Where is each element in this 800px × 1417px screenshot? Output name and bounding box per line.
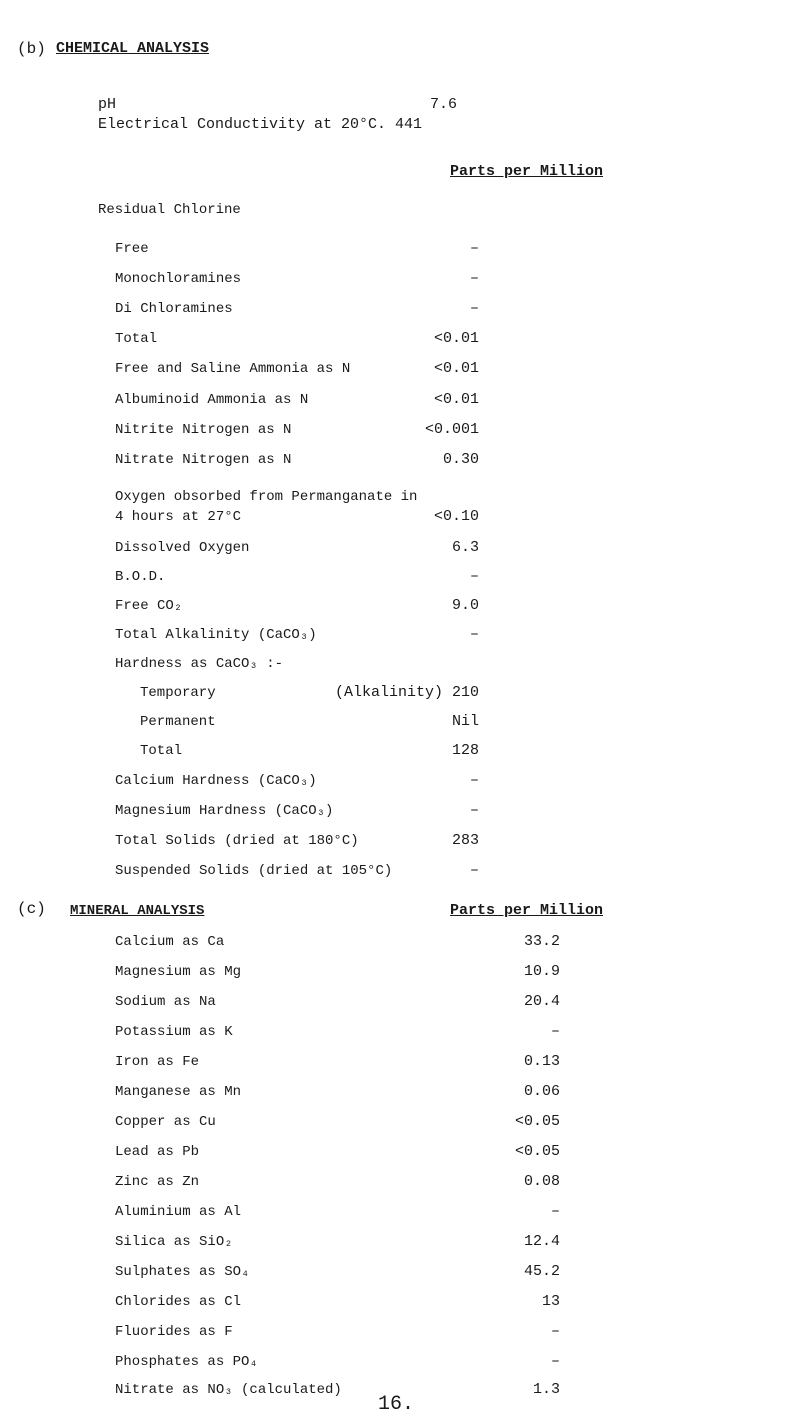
row-label: Sodium as Na xyxy=(115,994,216,1010)
row-value: – xyxy=(469,626,479,643)
row-value: 0.08 xyxy=(523,1173,560,1190)
row-value: – xyxy=(469,568,479,585)
row-value: 20.4 xyxy=(523,993,560,1010)
row-label: Fluorides as F xyxy=(115,1324,233,1340)
row-value: – xyxy=(469,270,479,287)
row-label: Phosphates as PO₄ xyxy=(115,1354,258,1370)
row-value: – xyxy=(550,1203,560,1220)
hardness-label: Hardness as CaCO₃ :- xyxy=(115,656,284,672)
row-label: Total xyxy=(115,331,158,347)
units-header-b: Parts per Million xyxy=(450,163,604,180)
permanent-value: Nil xyxy=(451,713,479,730)
row-label: Suspended Solids (dried at 105°C) xyxy=(115,863,393,879)
row-label: Chlorides as Cl xyxy=(115,1294,242,1310)
units-header-c: Parts per Million xyxy=(450,902,604,919)
row-value: 0.30 xyxy=(442,451,479,468)
row-value: <0.01 xyxy=(433,360,479,377)
row-value: – xyxy=(550,1023,560,1040)
row-value: 283 xyxy=(451,832,479,849)
row-label: Silica as SiO₂ xyxy=(115,1234,233,1250)
row-label: Aluminium as Al xyxy=(115,1204,242,1220)
row-label: Albuminoid Ammonia as N xyxy=(115,392,309,408)
row-value: <0.01 xyxy=(433,391,479,408)
row-value: 13 xyxy=(541,1293,560,1310)
section-b-marker: (b) xyxy=(17,40,46,58)
row-value: 10.9 xyxy=(523,963,560,980)
row-value: 1.3 xyxy=(532,1381,560,1398)
total-hardness-label: Total xyxy=(140,743,183,759)
oxygen-label-line1: Oxygen obsorbed from Permanganate in xyxy=(115,489,418,505)
row-value: 33.2 xyxy=(523,933,560,950)
ph-label: pH xyxy=(98,96,117,113)
row-label: Nitrate as NO₃ (calculated) xyxy=(115,1382,342,1398)
row-label: Monochloramines xyxy=(115,271,242,287)
row-value: 0.13 xyxy=(523,1053,560,1070)
row-label: Dissolved Oxygen xyxy=(115,540,250,556)
row-value: 0.06 xyxy=(523,1083,560,1100)
row-label: Calcium as Ca xyxy=(115,934,225,950)
row-value: – xyxy=(469,300,479,317)
row-value: <0.05 xyxy=(514,1143,560,1160)
row-value: <0.05 xyxy=(514,1113,560,1130)
row-value: 6.3 xyxy=(451,539,479,556)
permanent-label: Permanent xyxy=(140,714,216,730)
row-label: Zinc as Zn xyxy=(115,1174,200,1190)
row-value: <0.01 xyxy=(433,330,479,347)
oxygen-value: <0.10 xyxy=(433,508,479,525)
chemical-analysis-title: CHEMICAL ANALYSIS xyxy=(56,40,210,57)
row-label: Total Solids (dried at 180°C) xyxy=(115,833,359,849)
section-c-marker: (c) xyxy=(17,900,46,918)
row-value: 9.0 xyxy=(451,597,479,614)
row-value: – xyxy=(469,802,479,819)
row-label: Calcium Hardness (CaCO₃) xyxy=(115,773,317,789)
conductivity-line: Electrical Conductivity at 20°C. 441 xyxy=(98,116,423,133)
row-value: – xyxy=(469,772,479,789)
row-label: Nitrate Nitrogen as N xyxy=(115,452,292,468)
row-value: 12.4 xyxy=(523,1233,560,1250)
page-number: 16. xyxy=(378,1393,415,1416)
row-label: B.O.D. xyxy=(115,569,166,585)
row-label: Iron as Fe xyxy=(115,1054,200,1070)
row-value: – xyxy=(469,862,479,879)
row-value: – xyxy=(469,240,479,257)
temporary-value: (Alkalinity) 210 xyxy=(334,684,479,701)
ph-value: 7.6 xyxy=(430,96,458,113)
row-label: Lead as Pb xyxy=(115,1144,200,1160)
row-label: Sulphates as SO₄ xyxy=(115,1264,250,1280)
residual-chlorine-label: Residual Chlorine xyxy=(98,202,241,218)
row-label: Free xyxy=(115,241,149,257)
row-label: Magnesium as Mg xyxy=(115,964,242,980)
row-label: Magnesium Hardness (CaCO₃) xyxy=(115,803,334,819)
row-label: Manganese as Mn xyxy=(115,1084,242,1100)
row-label: Total Alkalinity (CaCO₃) xyxy=(115,627,317,643)
mineral-analysis-title: MINERAL ANALYSIS xyxy=(70,903,205,919)
row-label: Di Chloramines xyxy=(115,301,233,317)
total-hardness-value: 128 xyxy=(451,742,479,759)
row-label: Free and Saline Ammonia as N xyxy=(115,361,351,377)
row-label: Free CO₂ xyxy=(115,598,183,614)
temporary-label: Temporary xyxy=(140,685,216,701)
row-value: 45.2 xyxy=(523,1263,560,1280)
row-value: <0.001 xyxy=(424,421,479,438)
oxygen-label-line2: 4 hours at 27°C xyxy=(115,509,242,525)
row-value: – xyxy=(550,1323,560,1340)
row-label: Copper as Cu xyxy=(115,1114,216,1130)
row-value: – xyxy=(550,1353,560,1370)
row-label: Potassium as K xyxy=(115,1024,233,1040)
row-label: Nitrite Nitrogen as N xyxy=(115,422,292,438)
